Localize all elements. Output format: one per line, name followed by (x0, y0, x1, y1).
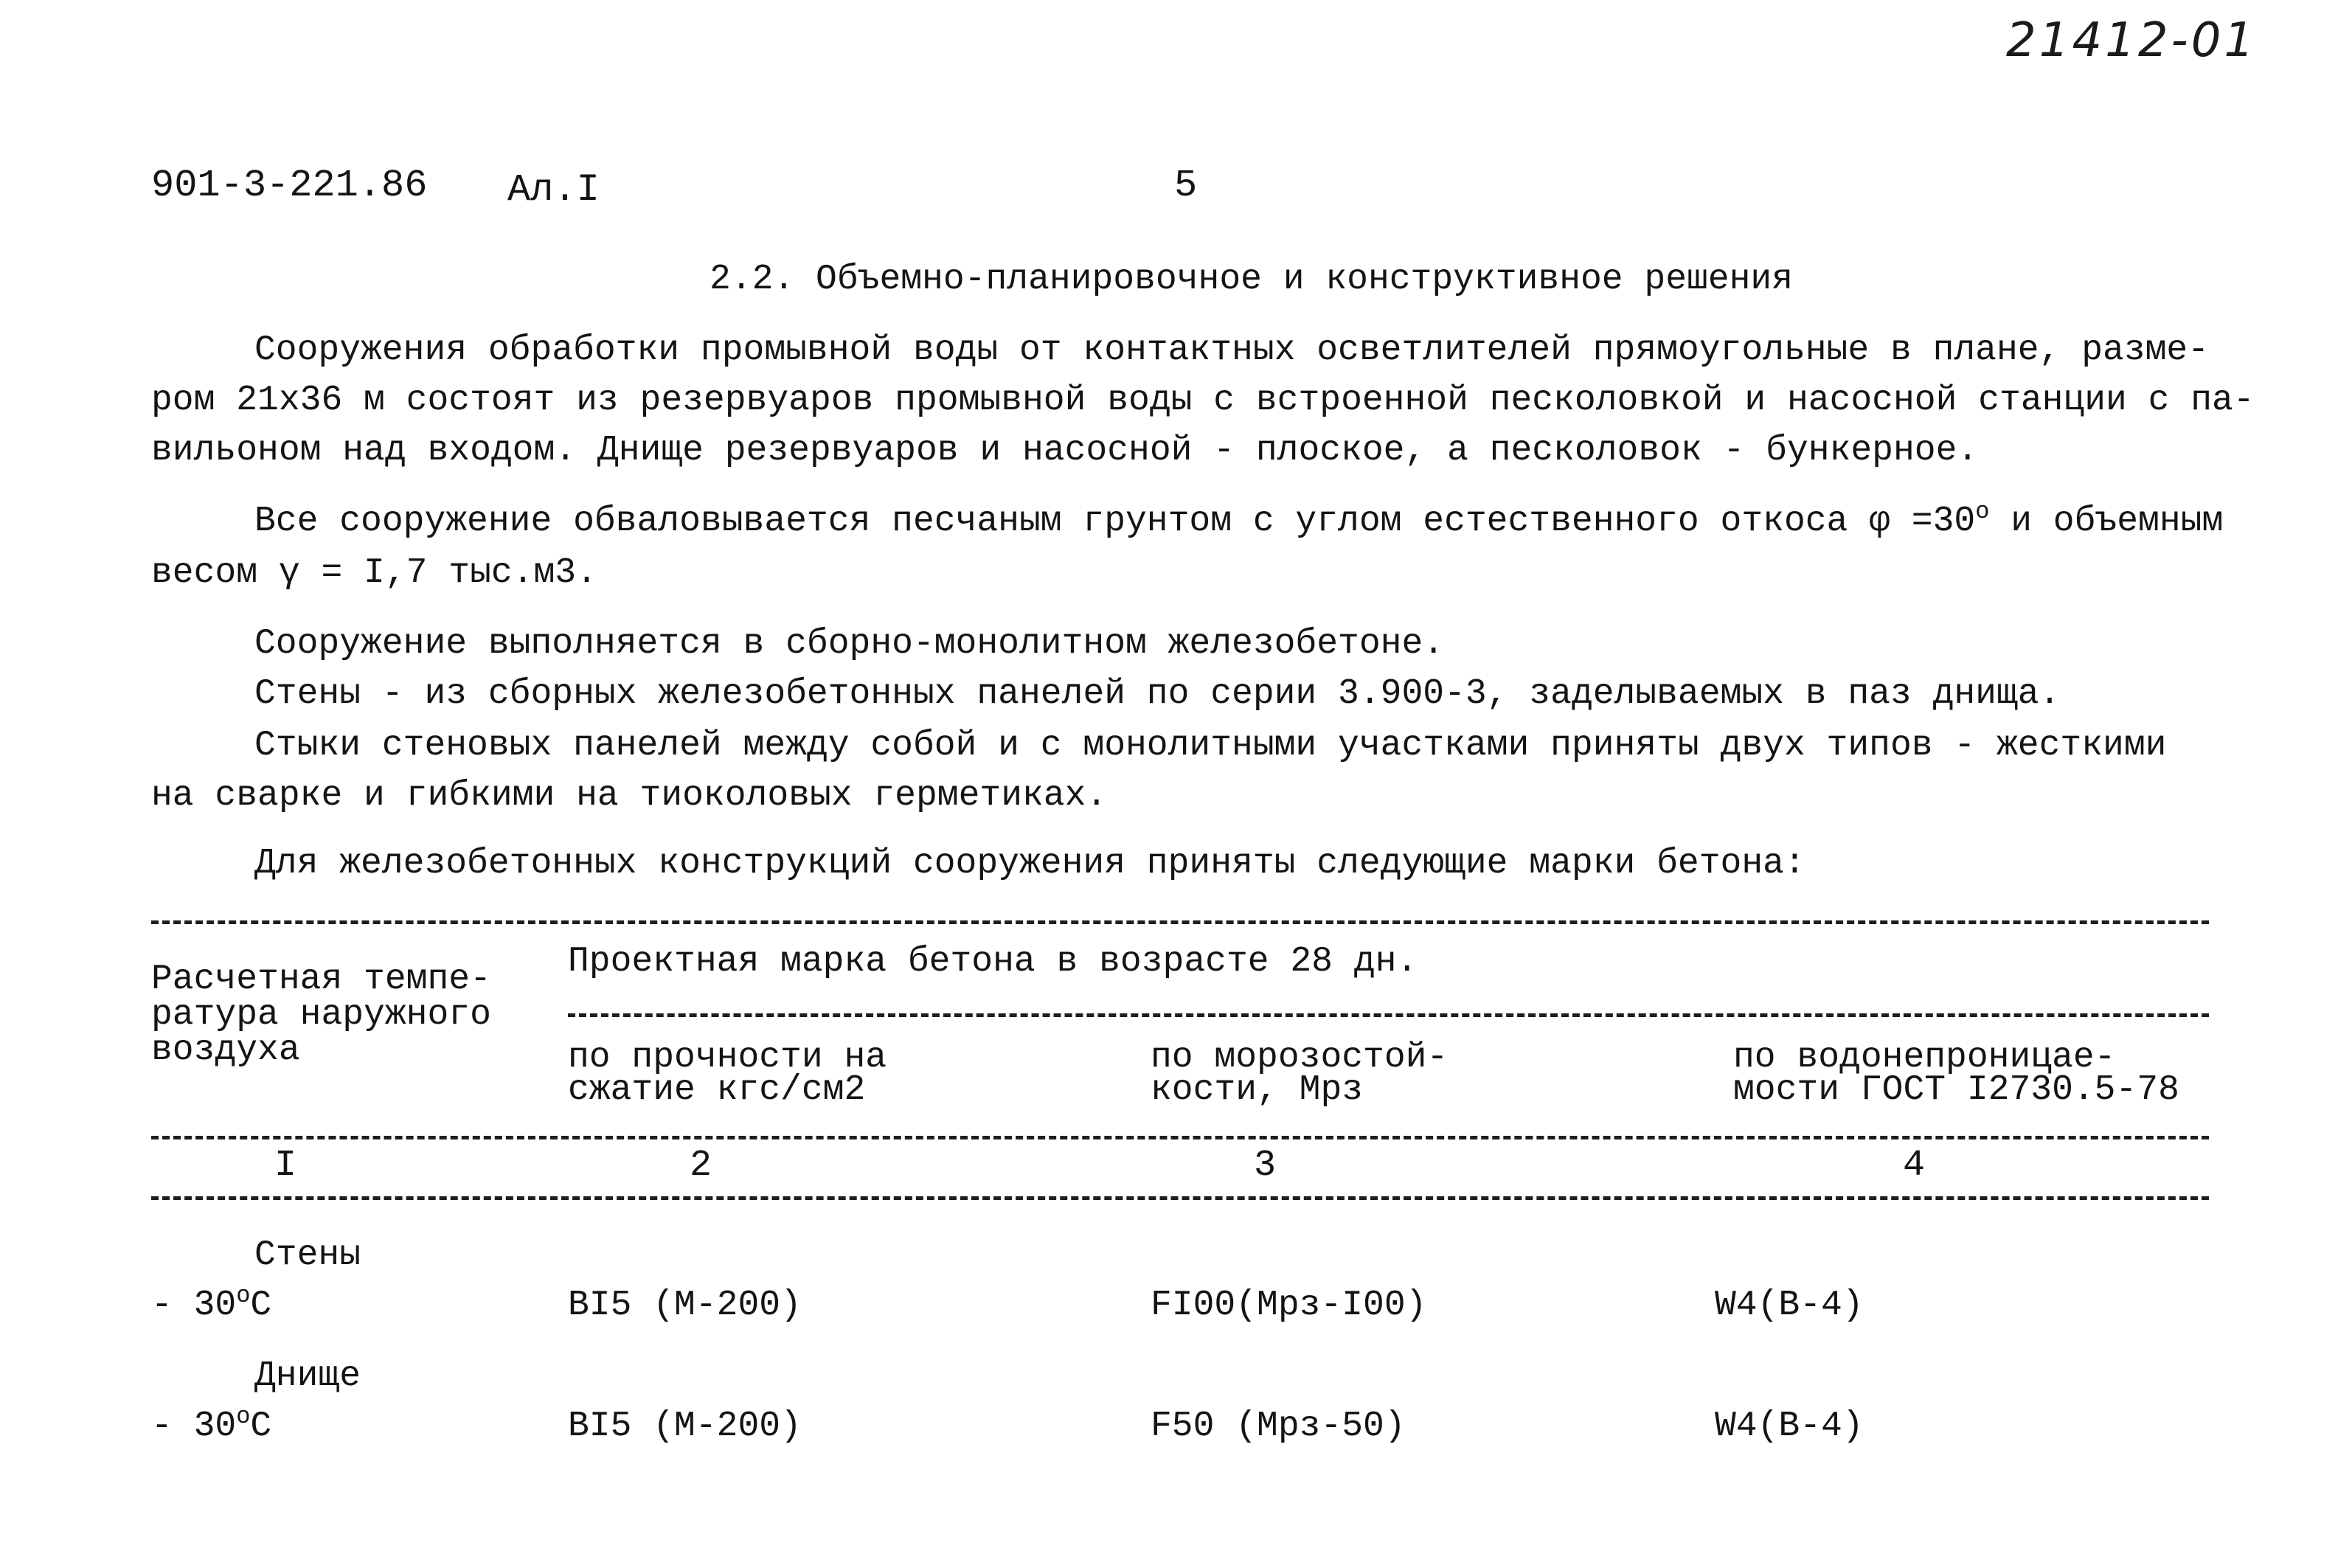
row-1-frost: FI00(Мрз-I00) (1151, 1286, 1427, 1325)
paragraph-2-text: Все сооружение обваловывается песчаным грунтом с углом естественного откоса φ =30 (254, 502, 1976, 541)
row-1-temperature (151, 1282, 272, 1325)
header-col2-line-2: сжатие кгс/см2 (568, 1070, 866, 1110)
row-2-degree: o (236, 1403, 251, 1430)
paragraph-4: Стены - из сборных железобетонных панелей по серии 3.900-3, заделываемых в паз днища. (254, 674, 2061, 714)
row-2-temperature-unit: C (250, 1406, 272, 1446)
table-rule-top (151, 920, 2209, 924)
paragraph-3: Сооружение выполняется в сборно-монолитном железобетоне. (254, 624, 1445, 664)
table-rule-numbers-bottom (151, 1196, 2209, 1200)
paragraph-1-line-3: вильоном над входом. Днище резервуаров и насосной - плоское, а песколовок - бункерное. (151, 431, 1979, 471)
column-number-1: I (274, 1145, 297, 1187)
header-col1-line-3: воздуха (151, 1030, 300, 1070)
table-rule-header-bottom (151, 1136, 2209, 1139)
header-col4-line-1: по водонепроницае- (1733, 1038, 2116, 1078)
header-col1-line-2: ратура наружного (151, 995, 491, 1035)
row-1-temperature-unit: C (250, 1286, 272, 1325)
paragraph-2-text-end: и объемным (1989, 502, 2224, 541)
row-2-strength: BI5 (М-200) (568, 1406, 802, 1446)
column-number-2: 2 (690, 1145, 712, 1187)
header-col2-line-1: по прочности на (568, 1038, 887, 1078)
header-col3-line-1: по морозостой- (1151, 1038, 1449, 1078)
row-2-temperature (151, 1403, 272, 1446)
paragraph-6: Для железобетонных конструкций сооружения приняты следующие марки бетона: (254, 844, 1805, 884)
paragraph-2-line-2: весом γ = I,7 тыс.м3. (151, 553, 597, 593)
row-1-group-label: Стены (254, 1235, 361, 1275)
header-group-label: Проектная марка бетона в возрасте 28 дн. (568, 942, 1418, 982)
page-number: 5 (1174, 164, 1198, 207)
paragraph-5-line-2: на сварке и гибкими на тиоколовых герметиках. (151, 776, 1108, 816)
paragraph-1-line-2: ром 21х36 м состоят из резервуаров промывной воды с встроенной песколовкой и насосной станции с па- (151, 381, 2255, 420)
row-2-temperature-value: - 30 (151, 1406, 237, 1446)
row-2-water: W4(B-4) (1715, 1406, 1864, 1446)
handwritten-archive-number: 21412-01 (2006, 13, 2258, 68)
row-1-water: W4(B-4) (1715, 1286, 1864, 1325)
column-number-4: 4 (1903, 1145, 1926, 1187)
row-2-group-label: Днище (254, 1356, 361, 1396)
table-rule-subheader (568, 1013, 2209, 1017)
header-col3-line-2: кости, Мрз (1151, 1070, 1364, 1110)
column-number-3: 3 (1254, 1145, 1277, 1187)
header-col4-line-2: мости ГОСТ I2730.5-78 (1733, 1070, 2179, 1110)
row-1-temperature-value: - 30 (151, 1286, 237, 1325)
section-title: 2.2. Объемно-планировочное и конструктивное решения (710, 260, 1794, 299)
row-2-frost: F50 (Мрз-50) (1151, 1406, 1406, 1446)
header-col1-line-1: Расчетная темпе- (151, 960, 491, 999)
row-1-degree: o (236, 1282, 251, 1309)
sheet-label: Ал.I (507, 168, 600, 212)
paragraph-2-line-1 (254, 496, 2223, 547)
document-code: 901-3-221.86 (151, 164, 428, 207)
degree-sign: o (1975, 498, 1990, 525)
paragraph-5-line-1: Стыки стеновых панелей между собой и с монолитными участками приняты двух типов - жесткими (254, 726, 2167, 766)
paragraph-1-line-1: Сооружения обработки промывной воды от контактных осветлителей прямоугольные в плане, разме- (254, 330, 2210, 370)
row-1-strength: BI5 (М-200) (568, 1286, 802, 1325)
